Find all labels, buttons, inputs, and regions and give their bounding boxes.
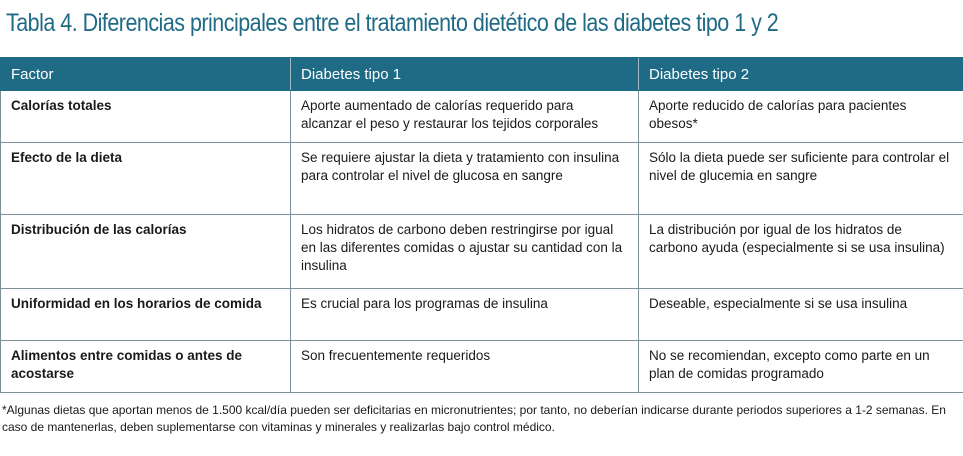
tipo2-cell: La distribución por igual de los hidratos de carbono ayuda (especialmente si se usa insulina) xyxy=(639,215,963,289)
tipo2-cell: Sólo la dieta puede ser suficiente para controlar el nivel de glucemia en sangre xyxy=(639,143,963,215)
footnote: *Algunas dietas que aportan menos de 1.500 kcal/día pueden ser deficitarias en micronutrientes; por tanto, no deberían indicarse durante periodos superiores a 1-2 semanas. En caso de mantenerlas, deben suplementarse con vitaminas y minerales y realizarlas bajo control médico. xyxy=(2,403,946,434)
diabetes-diet-table xyxy=(0,57,963,393)
tipo2-cell: Deseable, especialmente si se usa insulina xyxy=(639,289,963,341)
tipo1-cell: Aporte aumentado de calorías requerido para alcanzar el peso y restaurar los tejidos corporales xyxy=(291,91,639,143)
table-row xyxy=(1,289,963,341)
factor-cell: Calorías totales xyxy=(1,91,291,143)
header-diabetes-tipo-2: Diabetes tipo 2 xyxy=(639,58,963,91)
table-header xyxy=(1,58,963,91)
header-row xyxy=(1,58,963,91)
tipo1-cell: Se requiere ajustar la dieta y tratamiento con insulina para controlar el nivel de glucosa en sangre xyxy=(291,143,639,215)
tipo2-cell: No se recomiendan, excepto como parte en un plan de comidas programado xyxy=(639,341,963,393)
factor-cell: Distribución de las calorías xyxy=(1,215,291,289)
factor-cell: Uniformidad en los horarios de comida xyxy=(1,289,291,341)
header-factor: Factor xyxy=(1,58,291,91)
factor-cell: Efecto de la dieta xyxy=(1,143,291,215)
table-row xyxy=(1,91,963,143)
factor-cell: Alimentos entre comidas o antes de acostarse xyxy=(1,341,291,393)
tipo1-cell: Es crucial para los programas de insulina xyxy=(291,289,639,341)
table-title: Tabla 4. Diferencias principales entre el tratamiento dietético de las diabetes tipo 1 y 2 xyxy=(6,9,779,37)
table-body xyxy=(1,91,963,393)
tipo1-cell: Los hidratos de carbono deben restringirse por igual en las diferentes comidas o ajustar su cantidad con la insulina xyxy=(291,215,639,289)
table-row xyxy=(1,215,963,289)
table-row xyxy=(1,143,963,215)
tipo2-cell: Aporte reducido de calorías para pacientes obesos* xyxy=(639,91,963,143)
table-row xyxy=(1,341,963,393)
tipo1-cell: Son frecuentemente requeridos xyxy=(291,341,639,393)
header-diabetes-tipo-1: Diabetes tipo 1 xyxy=(291,58,639,91)
